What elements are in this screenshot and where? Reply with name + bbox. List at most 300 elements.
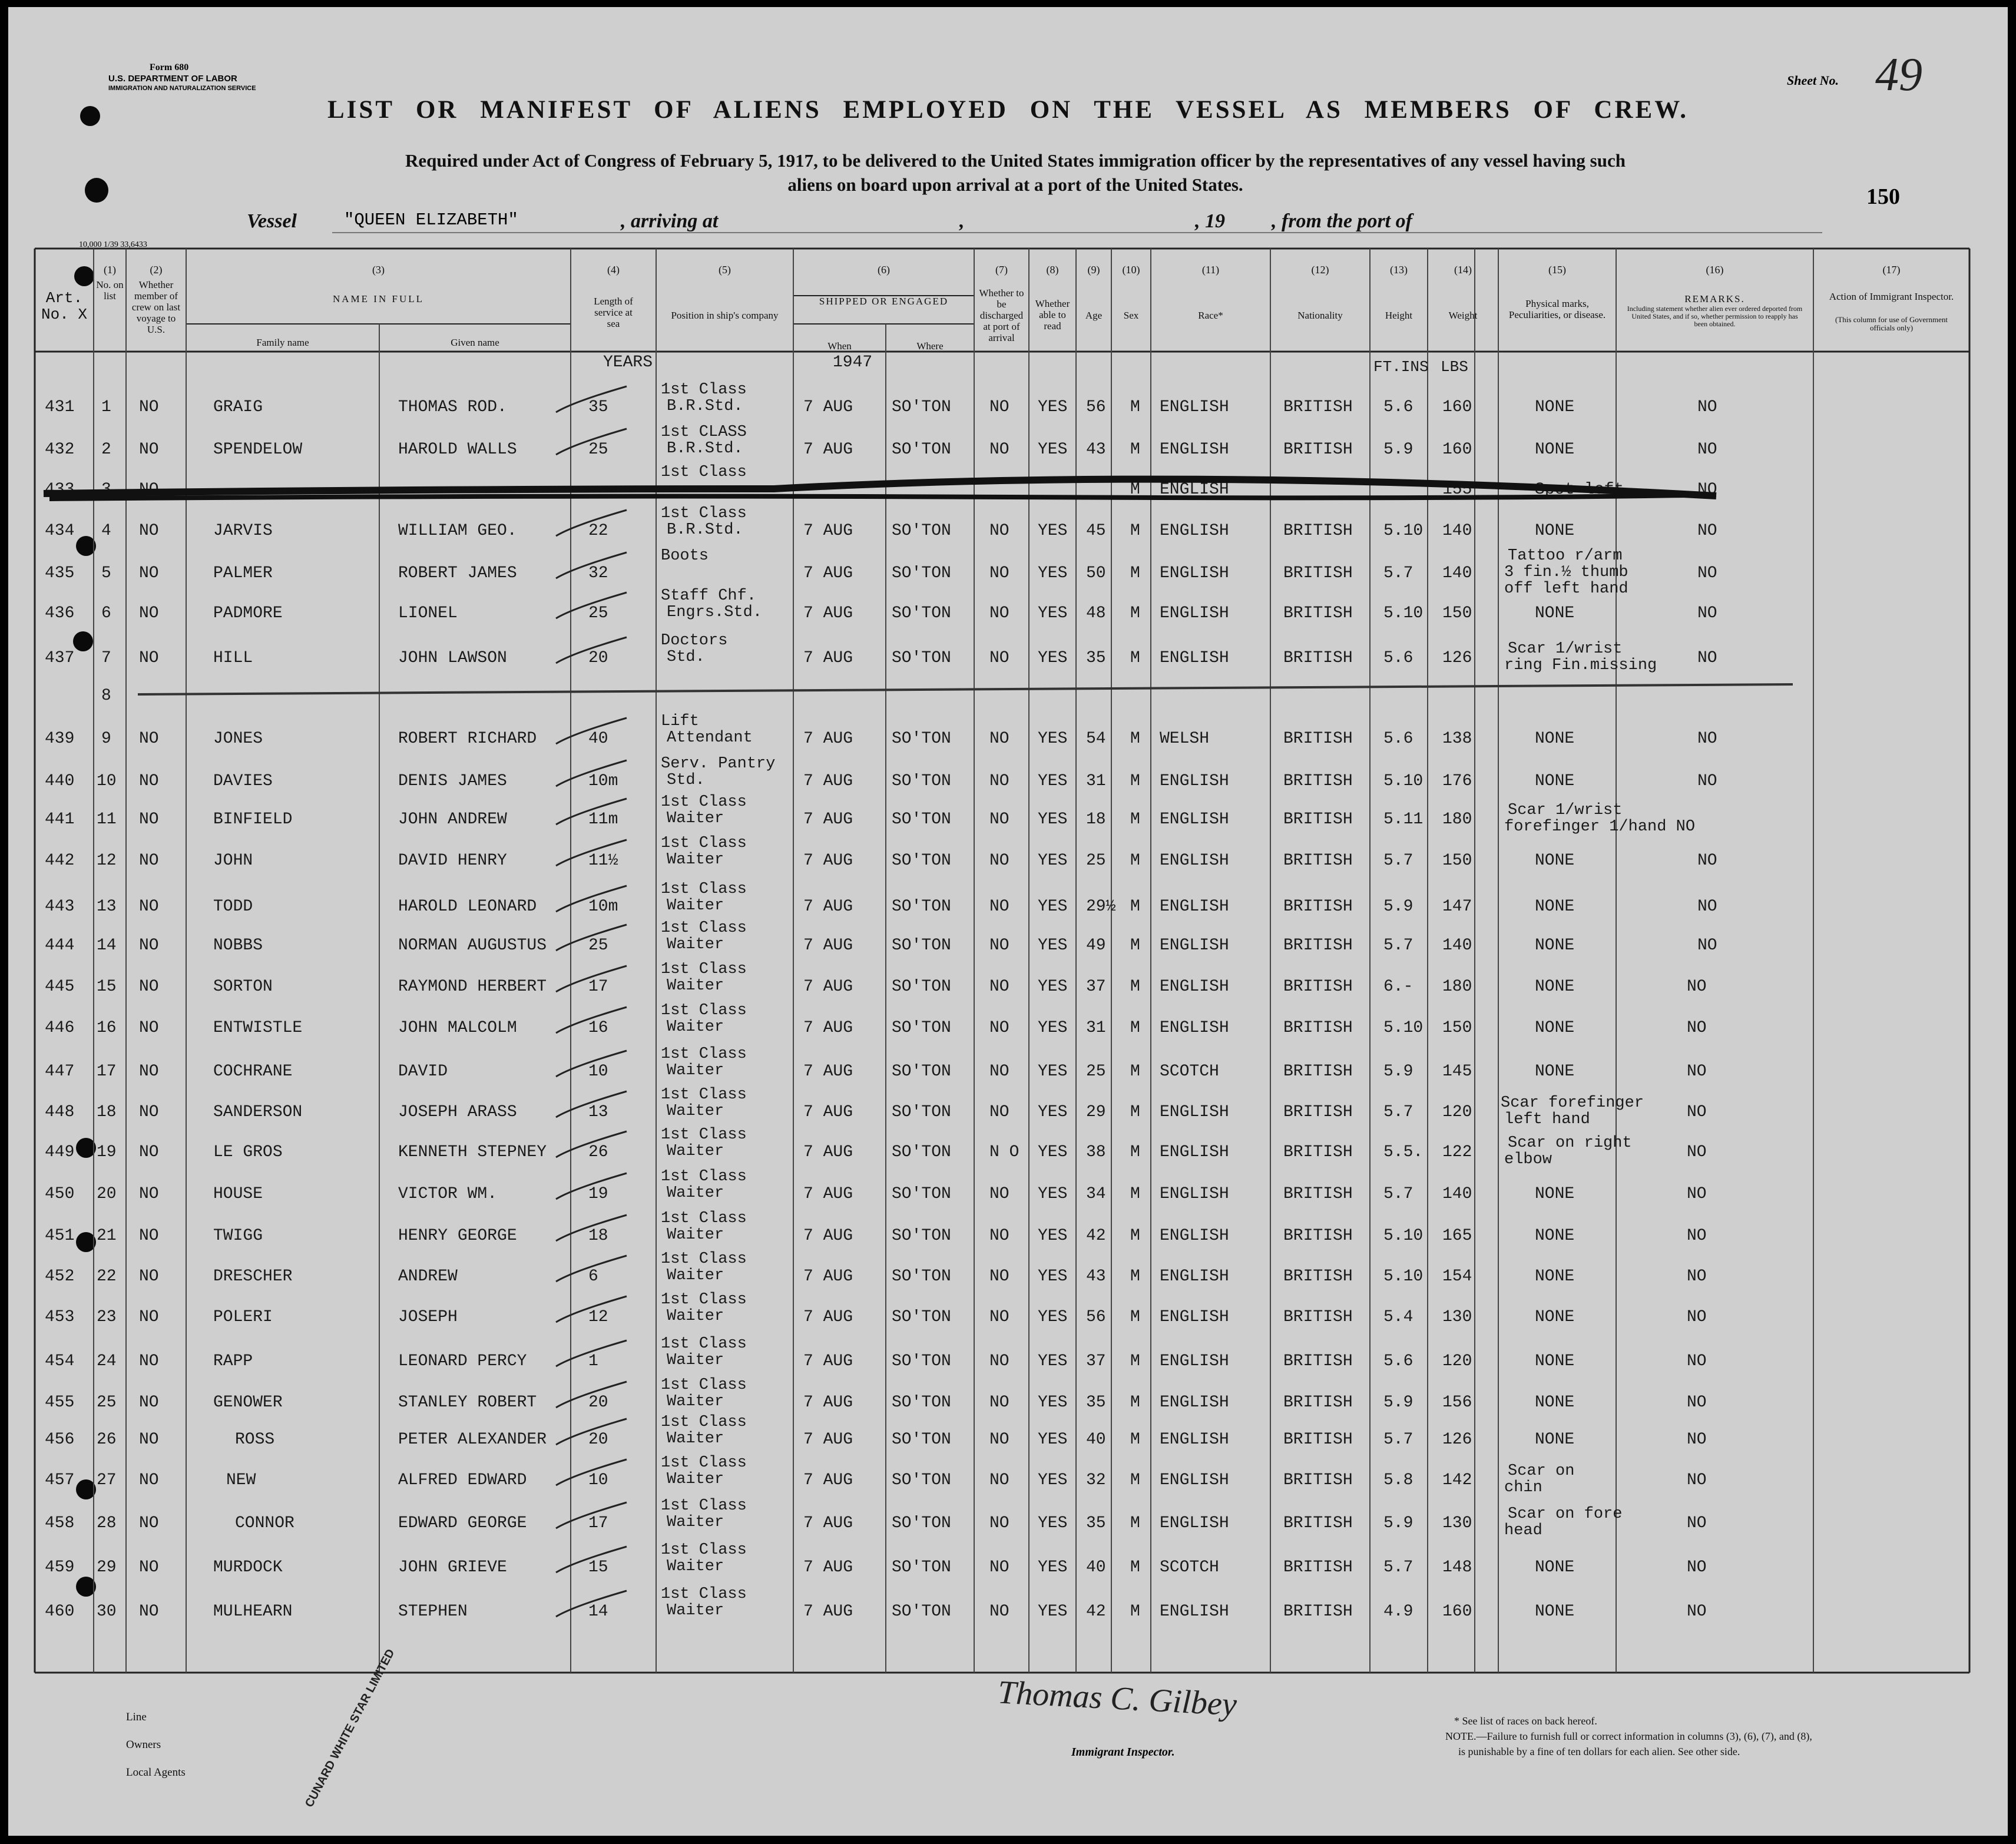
age: 35 <box>1086 649 1106 667</box>
able-to-read: YES <box>1038 1267 1068 1286</box>
nationality: BRITISH <box>1283 1185 1353 1203</box>
race: SCOTCH <box>1160 1062 1219 1081</box>
age: 25 <box>1086 1062 1106 1081</box>
age: 56 <box>1086 1308 1106 1326</box>
position-line1: 1st Class <box>661 1497 747 1515</box>
prior-crew: NO <box>139 852 159 870</box>
position-line2: Waiter <box>667 977 724 995</box>
art-number: 441 <box>45 810 75 829</box>
family-name: HOUSE <box>213 1185 263 1203</box>
col14-header: Weight <box>1448 310 1478 321</box>
marks-line2: chin <box>1504 1479 1542 1497</box>
list-number: 13 <box>97 898 117 916</box>
list-number: 24 <box>97 1352 117 1370</box>
art-number: 434 <box>45 522 75 540</box>
position-line2: Waiter <box>667 1143 724 1160</box>
nationality: BRITISH <box>1283 1227 1353 1245</box>
shipped-where: SO'TON <box>892 1308 951 1326</box>
race: ENGLISH <box>1160 522 1229 540</box>
service-length: 17 <box>588 1514 608 1532</box>
remarks: NO <box>1697 441 1717 459</box>
marks-line2: elbow <box>1504 1151 1552 1168</box>
nationality: BRITISH <box>1283 730 1353 748</box>
prior-crew: NO <box>139 564 159 582</box>
able-to-read: YES <box>1038 898 1068 916</box>
race: ENGLISH <box>1160 1143 1229 1161</box>
prior-crew: NO <box>139 978 159 996</box>
position-line1: 1st Class <box>661 793 747 811</box>
art-number: 457 <box>45 1471 75 1489</box>
col13-header: Height <box>1385 310 1413 321</box>
col3-number: (3) <box>372 264 385 276</box>
height: 5.9 <box>1383 1514 1413 1532</box>
prior-crew: NO <box>139 1185 159 1203</box>
able-to-read: YES <box>1038 1019 1068 1037</box>
position-line2: Waiter <box>667 1184 724 1202</box>
nationality: BRITISH <box>1283 772 1353 790</box>
nationality: BRITISH <box>1283 1062 1353 1081</box>
prior-crew: NO <box>139 398 159 416</box>
note-penalty-1: NOTE.—Failure to furnish full or correct information in columns (3), (6), (7), and (8), <box>1445 1730 1812 1742</box>
prior-crew: NO <box>139 730 159 748</box>
weight: 142 <box>1442 1471 1472 1489</box>
position-line2: B.R.Std. <box>667 398 743 415</box>
given-name: STANLEY ROBERT <box>398 1393 537 1412</box>
prior-crew: NO <box>139 649 159 667</box>
remarks: NO <box>1697 649 1717 667</box>
list-number: 20 <box>97 1185 117 1203</box>
height: 5.10 <box>1383 522 1424 540</box>
discharge: NO <box>989 604 1009 623</box>
service-length: 20 <box>588 1393 608 1412</box>
sheet-label: Sheet No. <box>1787 73 1839 88</box>
prior-crew: NO <box>139 1471 159 1489</box>
race: ENGLISH <box>1160 604 1229 623</box>
col2-header: Whether member of crew on last voyage to U.S. <box>131 279 181 335</box>
position-line2: Waiter <box>667 1471 724 1488</box>
service-length: 11m <box>588 810 618 829</box>
position-line1: 1st Class <box>661 464 747 481</box>
weight: 126 <box>1442 1431 1472 1449</box>
weight: 154 <box>1442 1267 1472 1286</box>
given-name: VICTOR WM. <box>398 1185 498 1203</box>
sex: M <box>1130 1352 1140 1370</box>
age: 34 <box>1086 1185 1106 1203</box>
shipped-when: 7 AUG <box>803 978 853 996</box>
shipped-where: SO'TON <box>892 564 951 582</box>
physical-marks: NONE <box>1535 1431 1575 1449</box>
sex: M <box>1130 852 1140 870</box>
age: 45 <box>1086 522 1106 540</box>
remarks: NO <box>1687 1558 1707 1577</box>
shipped-when: 7 AUG <box>803 1185 853 1203</box>
list-number: 26 <box>97 1431 117 1449</box>
shipped-where: SO'TON <box>892 1431 951 1449</box>
position-line1: Boots <box>661 547 709 565</box>
given-name: JOHN LAWSON <box>398 649 507 667</box>
given-name: ROBERT RICHARD <box>398 730 537 748</box>
nationality: BRITISH <box>1283 1431 1353 1449</box>
shipped-when: 7 AUG <box>803 649 853 667</box>
sex: M <box>1130 1227 1140 1245</box>
family-name: GRAIG <box>213 398 263 416</box>
age: 50 <box>1086 564 1106 582</box>
page-title: LIST OR MANIFEST OF ALIENS EMPLOYED ON THE VESSEL AS MEMBERS OF CREW. <box>327 96 1689 124</box>
height: 5.5. <box>1383 1143 1424 1161</box>
marks-line2: head <box>1504 1522 1542 1540</box>
remarks: NO <box>1687 1227 1707 1245</box>
service-length: 20 <box>588 1431 608 1449</box>
discharge: NO <box>989 730 1009 748</box>
position-line2: Waiter <box>667 1103 724 1120</box>
list-number: 8 <box>101 687 111 705</box>
service-length: 1 <box>588 1352 598 1370</box>
physical-marks: NONE <box>1535 441 1575 459</box>
weight: 160 <box>1442 1603 1472 1621</box>
family-name: NEW <box>226 1471 256 1489</box>
given-name: ANDREW <box>398 1267 458 1286</box>
position-line2: B.R.Std. <box>667 521 743 539</box>
position-line1: 1st Class <box>661 1585 747 1603</box>
list-number: 27 <box>97 1471 117 1489</box>
discharge: NO <box>989 1393 1009 1412</box>
physical-marks: NONE <box>1535 772 1575 790</box>
date-comma: , <box>959 210 965 232</box>
list-number: 1 <box>101 398 111 416</box>
subtitle-line-2: aliens on board upon arrival at a port of the United States. <box>787 174 1243 195</box>
art-no-header: Art. No. X <box>41 289 87 323</box>
age: 43 <box>1086 441 1106 459</box>
position-line1: 1st Class <box>661 1291 747 1309</box>
sex: M <box>1130 1471 1140 1489</box>
nationality: BRITISH <box>1283 398 1353 416</box>
lbs-unit: LBS <box>1441 358 1468 376</box>
position-line2: Waiter <box>667 810 724 827</box>
art-number: 455 <box>45 1393 75 1412</box>
height: 4.9 <box>1383 1603 1413 1621</box>
marks-line2: ring Fin.missing <box>1504 657 1657 674</box>
given-name: NORMAN AUGUSTUS <box>398 936 547 955</box>
physical-marks: NONE <box>1535 1062 1575 1081</box>
family-name: MULHEARN <box>213 1603 293 1621</box>
sex: M <box>1130 398 1140 416</box>
given-name: EDWARD GEORGE <box>398 1514 527 1532</box>
marks-line1: Scar on <box>1508 1462 1575 1480</box>
able-to-read: YES <box>1038 730 1068 748</box>
prior-crew: NO <box>139 1062 159 1081</box>
marks-line2: forefinger 1/hand NO <box>1504 818 1696 836</box>
remarks: NO <box>1697 522 1717 540</box>
remarks: NO <box>1687 1393 1707 1412</box>
age: 37 <box>1086 1352 1106 1370</box>
col5-number: (5) <box>719 264 731 276</box>
shipped-when: 7 AUG <box>803 1267 853 1286</box>
list-number: 9 <box>101 730 111 748</box>
given-name: DAVID HENRY <box>398 852 507 870</box>
nationality: BRITISH <box>1283 852 1353 870</box>
marks-line1: Scar on right <box>1508 1134 1632 1152</box>
col6-where-header: Where <box>916 340 944 352</box>
family-name: JOHN <box>213 852 253 870</box>
height: 5.7 <box>1383 1558 1413 1577</box>
shipped-when: 7 AUG <box>803 1062 853 1081</box>
remarks: NO <box>1697 730 1717 748</box>
art-number: 452 <box>45 1267 75 1286</box>
service-length: 17 <box>588 978 608 996</box>
given-name: JOHN ANDREW <box>398 810 507 829</box>
department-name: U.S. DEPARTMENT OF LABOR <box>108 74 237 84</box>
physical-marks: NONE <box>1535 1227 1575 1245</box>
col9-number: (9) <box>1087 264 1100 276</box>
sex: M <box>1130 1143 1140 1161</box>
given-name: HAROLD WALLS <box>398 441 517 459</box>
sex: M <box>1130 1267 1140 1286</box>
discharge: NO <box>989 1308 1009 1326</box>
physical-marks: NONE <box>1535 1558 1575 1577</box>
given-name: JOSEPH ARASS <box>398 1103 517 1121</box>
position-line1: 1st Class <box>661 1086 747 1104</box>
art-number: 442 <box>45 852 75 870</box>
list-number: 23 <box>97 1308 117 1326</box>
list-number: 16 <box>97 1019 117 1037</box>
service-length: 10m <box>588 772 618 790</box>
shipped-when: 7 AUG <box>803 398 853 416</box>
shipped-where: SO'TON <box>892 604 951 623</box>
physical-marks: NONE <box>1535 604 1575 623</box>
height: 5.10 <box>1383 1267 1424 1286</box>
nationality: BRITISH <box>1283 1603 1353 1621</box>
shipped-where: SO'TON <box>892 441 951 459</box>
position-line2: Attendant <box>667 729 753 747</box>
given-name: JOHN MALCOLM <box>398 1019 517 1037</box>
prior-crew: NO <box>139 1227 159 1245</box>
shipped-where: SO'TON <box>892 936 951 955</box>
service-length: 6 <box>588 1267 598 1286</box>
able-to-read: YES <box>1038 1352 1068 1370</box>
service-length: 19 <box>588 1185 608 1203</box>
able-to-read: YES <box>1038 1393 1068 1412</box>
list-number: 3 <box>101 481 111 499</box>
col8-header: Whether able to read <box>1035 298 1070 332</box>
remarks: NO <box>1697 772 1717 790</box>
col7-header: Whether to be discharged at port of arrival <box>979 287 1024 343</box>
age: 40 <box>1086 1558 1106 1577</box>
service-length: 10m <box>588 898 618 916</box>
position-line2: Waiter <box>667 936 724 954</box>
position-line1: 1st Class <box>661 1210 747 1227</box>
position-line1: 1st Class <box>661 1126 747 1144</box>
race: ENGLISH <box>1160 810 1229 829</box>
age: 29½ <box>1086 898 1116 916</box>
sex: M <box>1130 1103 1140 1121</box>
prior-crew: NO <box>139 1103 159 1121</box>
age: 37 <box>1086 978 1106 996</box>
art-number: 456 <box>45 1431 75 1449</box>
sex: M <box>1130 1019 1140 1037</box>
inspector-signature: Thomas C. Gilbey <box>997 1674 1238 1723</box>
position-line1: 1st Class <box>661 1045 747 1063</box>
discharge: NO <box>989 978 1009 996</box>
family-name: SPENDELOW <box>213 441 303 459</box>
note-races: * See list of races on back hereof. <box>1454 1715 1597 1727</box>
family-name: TWIGG <box>213 1227 263 1245</box>
prior-crew: NO <box>139 1352 159 1370</box>
sex: M <box>1130 1558 1140 1577</box>
remarks: NO <box>1687 1143 1707 1161</box>
sex: M <box>1130 522 1140 540</box>
service-length: 40 <box>588 730 608 748</box>
list-number: 6 <box>101 604 111 623</box>
shipped-when: 7 AUG <box>803 936 853 955</box>
art-number: 433 <box>45 481 75 499</box>
service-length: 26 <box>588 1143 608 1161</box>
weight: 160 <box>1442 441 1472 459</box>
col1-header: No. on list <box>96 279 124 302</box>
art-number: 459 <box>45 1558 75 1577</box>
position-line1: 1st Class <box>661 1454 747 1472</box>
position-line1: 1st CLASS <box>661 423 747 441</box>
col15-number: (15) <box>1548 264 1566 276</box>
nationality: BRITISH <box>1283 604 1353 623</box>
weight: 120 <box>1442 1103 1472 1121</box>
service-length: 10 <box>588 1471 608 1489</box>
art-number: 458 <box>45 1514 75 1532</box>
sex: M <box>1130 936 1140 955</box>
height: 6.- <box>1383 978 1413 996</box>
shipped-where: SO'TON <box>892 852 951 870</box>
physical-marks: NONE <box>1535 1185 1575 1203</box>
shipped-where: SO'TON <box>892 1062 951 1081</box>
given-name: DAVID <box>398 1062 448 1081</box>
physical-marks: NONE <box>1535 898 1575 916</box>
col4-number: (4) <box>607 264 620 276</box>
nationality: BRITISH <box>1283 1393 1353 1412</box>
prior-crew: NO <box>139 1393 159 1412</box>
race: ENGLISH <box>1160 772 1229 790</box>
physical-marks: NONE <box>1535 978 1575 996</box>
shipped-where: SO'TON <box>892 730 951 748</box>
position-line1: 1st Class <box>661 505 747 522</box>
prior-crew: NO <box>139 1267 159 1286</box>
form-number: Form 680 <box>150 62 189 72</box>
weight: 180 <box>1442 810 1472 829</box>
discharge: NO <box>989 441 1009 459</box>
shipped-when: 7 AUG <box>803 1471 853 1489</box>
list-number: 29 <box>97 1558 117 1577</box>
race: ENGLISH <box>1160 1019 1229 1037</box>
height: 5.10 <box>1383 772 1424 790</box>
family-name: JONES <box>213 730 263 748</box>
race: SCOTCH <box>1160 1558 1219 1577</box>
prior-crew: NO <box>139 898 159 916</box>
given-name: LIONEL <box>398 604 458 623</box>
height: 5.6 <box>1383 398 1413 416</box>
sex: M <box>1130 730 1140 748</box>
position-line1: 1st Class <box>661 961 747 978</box>
family-name: RAPP <box>213 1352 253 1370</box>
col1-number: (1) <box>104 264 116 276</box>
height: 5.6 <box>1383 1352 1413 1370</box>
family-name: JARVIS <box>213 522 273 540</box>
able-to-read: YES <box>1038 936 1068 955</box>
discharge: NO <box>989 1185 1009 1203</box>
nationality: BRITISH <box>1283 1514 1353 1532</box>
position-line1: 1st Class <box>661 1413 747 1431</box>
discharge: NO <box>989 1267 1009 1286</box>
able-to-read: YES <box>1038 522 1068 540</box>
able-to-read: YES <box>1038 978 1068 996</box>
height: 5.9 <box>1383 1062 1413 1081</box>
col13-number: (13) <box>1390 264 1408 276</box>
nationality: BRITISH <box>1283 564 1353 582</box>
age: 40 <box>1086 1431 1106 1449</box>
given-name: ALFRED EDWARD <box>398 1471 527 1489</box>
position-line2: Waiter <box>667 1018 724 1036</box>
list-number: 5 <box>101 564 111 582</box>
shipped-when: 7 AUG <box>803 604 853 623</box>
race: ENGLISH <box>1160 1471 1229 1489</box>
col16-number: (16) <box>1706 264 1724 276</box>
col17-header: Action of Immigrant Inspector. <box>1829 291 1954 302</box>
discharge: NO <box>989 1352 1009 1370</box>
service-length: 25 <box>588 604 608 623</box>
age: 31 <box>1086 772 1106 790</box>
race: ENGLISH <box>1160 898 1229 916</box>
position-line1: 1st Class <box>661 381 747 399</box>
marks-line1: Tattoo r/arm <box>1508 547 1623 565</box>
position-line2: Waiter <box>667 851 724 869</box>
position-line1: Doctors <box>661 632 728 650</box>
sex: M <box>1130 978 1140 996</box>
given-name: LEONARD PERCY <box>398 1352 527 1370</box>
list-number: 30 <box>97 1603 117 1621</box>
list-number: 10 <box>97 772 117 790</box>
shipped-where: SO'TON <box>892 522 951 540</box>
list-number: 21 <box>97 1227 117 1245</box>
weight: 130 <box>1442 1514 1472 1532</box>
family-name: DAVIES <box>213 772 273 790</box>
col8-number: (8) <box>1046 264 1059 276</box>
given-name: HAROLD LEONARD <box>398 898 537 916</box>
position-line1: 1st Class <box>661 919 747 937</box>
sex: M <box>1130 1514 1140 1532</box>
height: 5.10 <box>1383 1019 1424 1037</box>
height: 5.7 <box>1383 852 1413 870</box>
service-length: 10 <box>588 1062 608 1081</box>
shipped-where: SO'TON <box>892 898 951 916</box>
age: 43 <box>1086 1267 1106 1286</box>
physical-marks: NONE <box>1535 398 1575 416</box>
remarks: NO <box>1697 398 1717 416</box>
family-name: GENOWER <box>213 1393 283 1412</box>
given-name: STEPHEN <box>398 1603 468 1621</box>
able-to-read: YES <box>1038 398 1068 416</box>
sex: M <box>1130 649 1140 667</box>
shipped-when: 7 AUG <box>803 1558 853 1577</box>
position-line2: Waiter <box>667 1430 724 1448</box>
shipped-when: 7 AUG <box>803 1019 853 1037</box>
service-name: IMMIGRATION AND NATURALIZATION SERVICE <box>108 85 256 92</box>
service-length: 11½ <box>588 852 618 870</box>
nationality: BRITISH <box>1283 1103 1353 1121</box>
sex: M <box>1130 772 1140 790</box>
age: 25 <box>1086 852 1106 870</box>
physical-marks: NONE <box>1535 1308 1575 1326</box>
print-code: 10,000 1/39 33,6433 <box>79 240 147 249</box>
sex: M <box>1130 898 1140 916</box>
able-to-read: YES <box>1038 564 1068 582</box>
position-line2: Waiter <box>667 897 724 915</box>
